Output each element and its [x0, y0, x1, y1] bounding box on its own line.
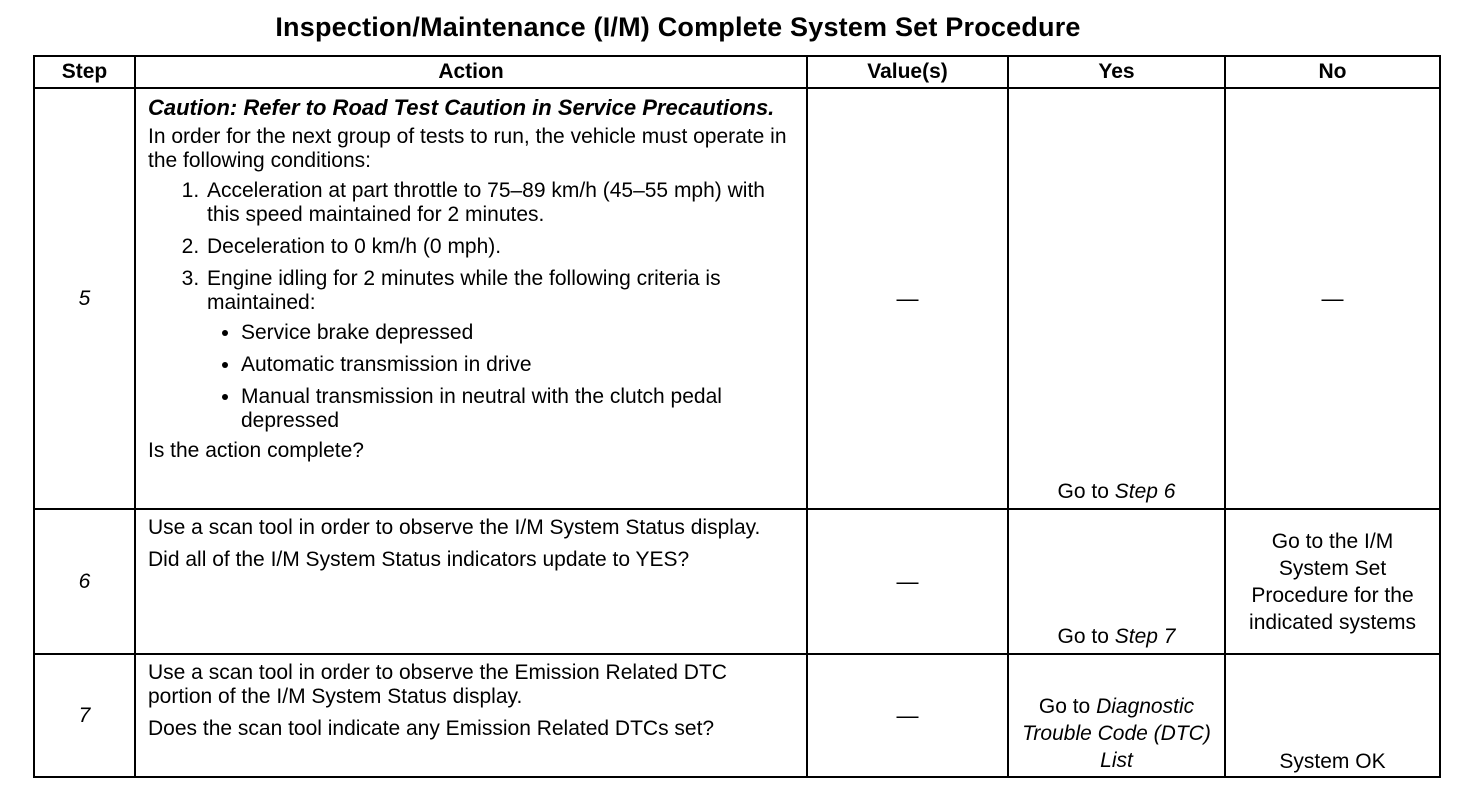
header-values: Value(s) [807, 56, 1008, 88]
criteria-item: • Manual transmission in neutral with the clutch pedal depressed [241, 385, 794, 433]
table-row-step-6 [34, 509, 1440, 654]
criteria-list [207, 321, 794, 433]
action-cell [135, 654, 807, 777]
no-cell: — [1225, 88, 1440, 509]
no-procedure-link[interactable]: Go to the I/M System Set Procedure for the indicated systems [1249, 529, 1416, 634]
table-header-row [34, 56, 1440, 88]
conditions-list [148, 179, 794, 433]
yes-cell [1008, 88, 1225, 509]
yes-step-link[interactable]: Step 7 [1114, 625, 1176, 648]
header-yes: Yes [1008, 56, 1225, 88]
criteria-item: • Automatic transmission in drive [241, 353, 794, 377]
condition-item-text: Engine idling for 2 minutes while the following criteria is maintained: [207, 267, 721, 314]
page-title: Inspection/Maintenance (I/M) Complete System Set Procedure [275, 12, 1081, 42]
condition-item: 1. Acceleration at part throttle to 75–89 km/h (45–55 mph) with this speed maintained for 2 minutes. [205, 179, 794, 227]
action-cell [135, 88, 807, 509]
action-text: Use a scan tool in order to observe the I/M System Status display. [148, 516, 761, 539]
yes-prefix: Go to [1057, 625, 1115, 648]
yes-step-link[interactable]: Step 6 [1114, 480, 1176, 503]
step-number: 7 [34, 654, 135, 777]
header-no: No [1225, 56, 1440, 88]
criteria-item: • Service brake depressed [241, 321, 794, 345]
condition-item [205, 267, 794, 433]
action-text: Use a scan tool in order to observe the Emission Related DTC portion of the I/M System Status display. [148, 661, 727, 708]
yes-cell [1008, 509, 1225, 654]
yes-prefix: Go to [1038, 695, 1097, 718]
condition-item: 2. Deceleration to 0 km/h (0 mph). [205, 235, 794, 259]
value-cell: — [807, 509, 1008, 654]
header-step: Step [34, 56, 135, 88]
action-cell [135, 509, 807, 654]
step-number: 6 [34, 509, 135, 654]
table-row-step-7 [34, 654, 1440, 777]
caution-text: Caution: Refer to Road Test Caution in Service Precautions. [148, 95, 775, 120]
value-cell: — [807, 654, 1008, 777]
no-cell: System OK [1225, 654, 1440, 777]
yes-prefix: Go to [1057, 480, 1115, 503]
table-row-step-5 [34, 88, 1440, 509]
action-question: Does the scan tool indicate any Emission Related DTCs set? [148, 717, 715, 740]
value-cell: — [807, 88, 1008, 509]
step-number: 5 [34, 88, 135, 509]
action-question: Is the action complete? [148, 439, 364, 462]
action-question: Did all of the I/M System Status indicators update to YES? [148, 548, 690, 571]
action-intro: In order for the next group of tests to run, the vehicle must operate in the following conditions: [148, 125, 787, 172]
no-cell [1225, 509, 1440, 654]
header-action: Action [135, 56, 807, 88]
procedure-table [33, 55, 1441, 778]
yes-cell [1008, 654, 1225, 777]
yes-dtc-list-link[interactable]: Diagnostic Trouble Code (DTC) List [1022, 695, 1211, 772]
